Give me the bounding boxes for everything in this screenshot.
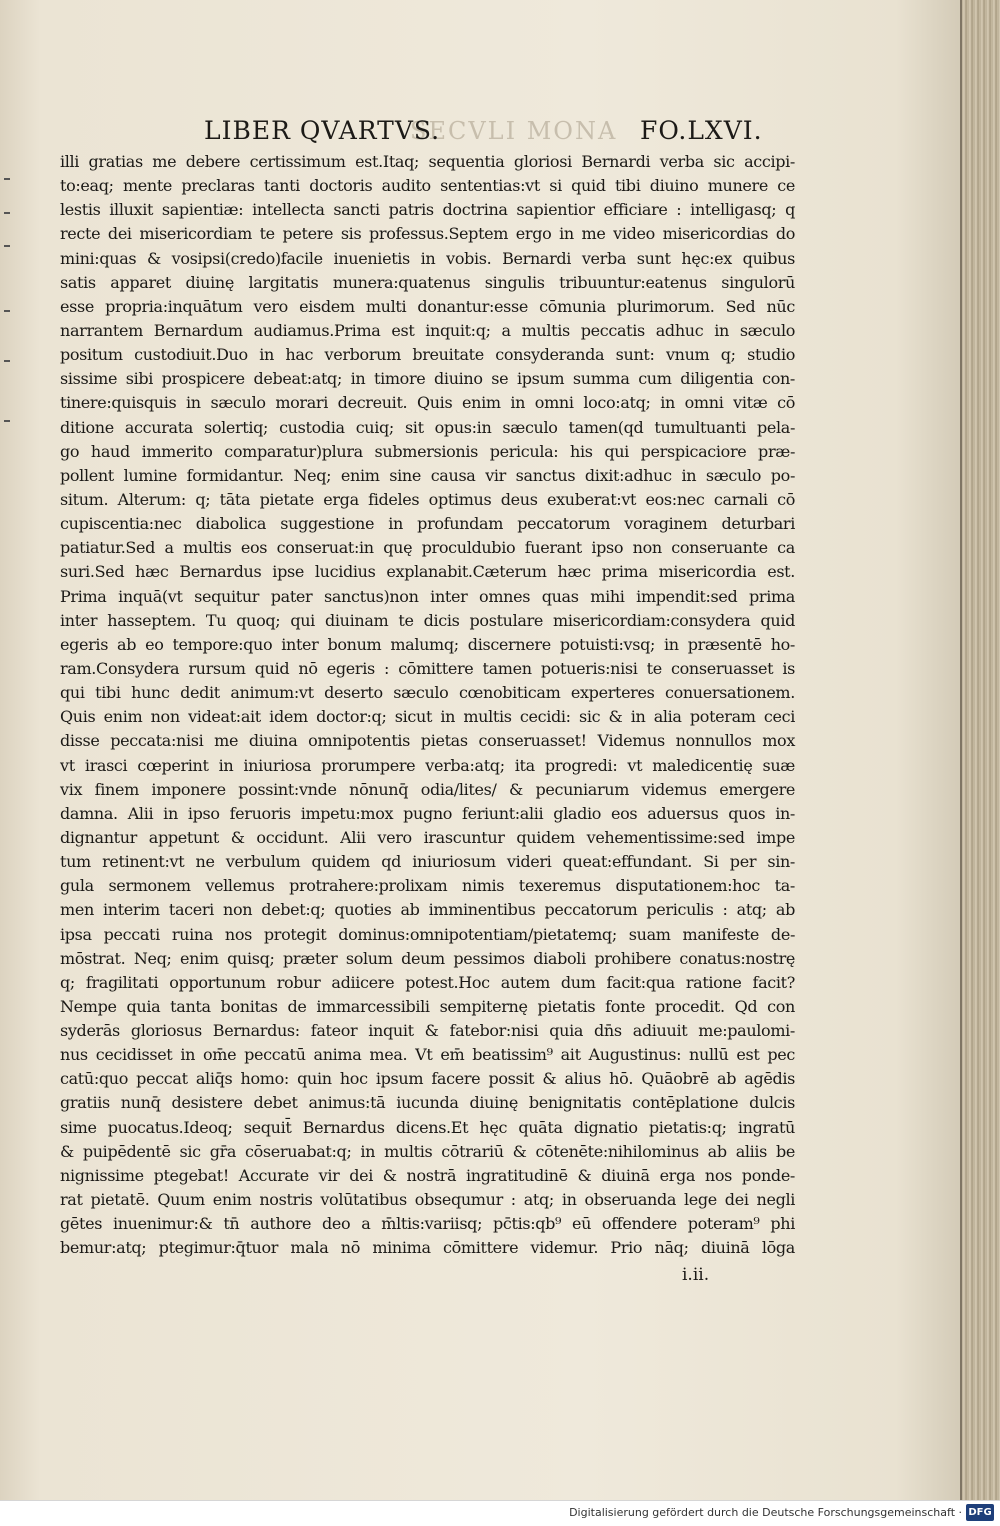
body-text [60,150,795,1260]
text-line: Nempe quia tanta bonitas de immarcessibili sempiternę pietatis fonte procedit. Qd con [60,996,795,1016]
text-line: egeris ab eo tempore:quo inter bonum malumq; discernere potuisti:vsq; in præsentē ho- [60,634,795,654]
text-line: tinere:quisquis in sæculo morari decreuit. Quis enim in omni loco:atq; in omni vitæ cō [60,393,795,413]
text-line: positum custodiuit.Duo in hac verborum breuitate consyderanda sunt: vnum q; studio [60,345,795,365]
dfg-logo: DFG [966,1504,994,1521]
text-line: mini:quas & vosipsi(credo)facile inuenietis in vobis. Bernardi verba sunt hęc:ex quibus [60,248,795,268]
text-line: & puipēdentē sic gr̄a cōseruabat:q; in multis cōtrariū & cōtenēte:nihilominus ab aliis be [60,1141,795,1161]
text-line: gētes inuenimur:& tn̄ authore deo a m̄ltis:variisq; pc̄tis:qb⁹ eū offendere poteram⁹ phi [60,1214,795,1234]
bleed-through-text: SECVLI MONA [410,117,618,145]
text-line: inter hasseptem. Tu quoq; qui diuinam te dicis postulare misericordiam:consydera quid [60,610,795,630]
text-line: vix finem imponere possint:vnde nōnunq̄ odia/lites/ & pecuniarum videmus emergere [60,779,795,799]
text-line: sime puocatus.Ideoq; sequit̄ Bernardus dicens.Et hęc quāta dignatio pietatis:q; ingratū [60,1117,795,1137]
text-line: cupiscentia:nec diabolica suggestione in profundam peccatorum voraginem deturbari [60,514,795,534]
text-line: dignantur appetunt & occidunt. Alii vero irascuntur quidem vehementissime:sed impe [60,827,795,847]
text-line: patiatur.Sed a multis eos conseruat:in quę proculdubio fuerant ipso non conseruante ca [60,538,795,558]
text-line: ipsa peccati ruina nos protegit dominus:omnipotentiam/pietatemq; suam manifeste de- [60,924,795,944]
text-line: ram.Consydera rursum quid nō egeris : cōmittere tamen potueris:nisi te conseruasset is [60,658,795,678]
text-line: men interim taceri non debet:q; quoties ab imminentibus peccatorum periculis : atq; ab [60,900,795,920]
text-line: ditione accurata solertiq; custodia cuiq; sit opus:in sæculo tamen(qd tumultuanti pela- [60,417,795,437]
text-line: rat pietatē. Quum enim nostris volūtatibus obsequmur : atq; in obseruanda lege dei negli [60,1190,795,1210]
text-line: sissime sibi prospicere debeat:atq; in timore diuino se ipsum summa cum diligentia con- [60,369,795,389]
text-line: catū:quo peccat aliq̄s homo: quin hoc ipsum facere possit & alius hō. Quāobrē ab agēdis [60,1069,795,1089]
text-line: Quis enim non videat:ait idem doctor:q; sicut in multis cecidi: sic & in alia poteram ceci [60,707,795,727]
text-line: nus cecidisset in om̄e peccatū anima mea. Vt em̄ beatissim⁹ ait Augustinus: nullū est pec [60,1045,795,1065]
text-line: lestis illuxit sapientiæ: intellecta sancti patris doctrina sapientior efficiare : intelligasq; q [60,200,795,220]
text-line: gratiis nunq̄ desistere debet animus:tā iucunda diuinę benignitatis contēplatione dulcis [60,1093,795,1113]
folio-number: FO.LXVI. [640,116,763,145]
text-line: satis apparet diuinę largitatis munera:quatenus singulis tribuuntur:eatenus singulorū [60,272,795,292]
text-line: Prima inquā(vt sequitur pater sanctus)non inter omnes quas mihi impendit:sed prima [60,586,795,606]
text-line: gula sermonem vellemus protrahere:prolixam nimis texeremus disputationem:hoc ta- [60,876,795,896]
text-line: qui tibi hunc dedit animum:vt deserto sæculo cœnobiticam experteres conuersationem. [60,683,795,703]
text-line: nignissime ptegebat! Accurate vir dei & nostrā ingratitudinē & diuinā erga nos ponde- [60,1165,795,1185]
text-line: syderās gloriosus Bernardus: fateor inquit & fatebor:nisi quia dn̄s adiuuit me:paulomi- [60,1021,795,1041]
text-line: pollent lumine formidantur. Neq; enim sine causa vir sanctus dixit:adhuc in sæculo po- [60,465,795,485]
signature-mark: i.ii. [682,1265,710,1285]
margin-marks [4,150,14,450]
text-line: mōstrat. Neq; enim quisq; præter solum deum pessimos diaboli prohibere conatus:nostrę [60,948,795,968]
text-line: damna. Alii in ipso feruoris impetu:mox pugno feriunt:alii gladio eos aduersus quos in- [60,803,795,823]
running-header [0,112,960,152]
running-title: LIBER QVARTVS. [204,116,441,145]
text-line: narrantem Bernardum audiamus.Prima est inquit:q; a multis peccatis adhuc in sæculo [60,320,795,340]
digitization-credit: Digitalisierung gefördert durch die Deutsche Forschungsgemeinschaft · [569,1506,962,1519]
text-line: tum retinent:vt ne verbulum quidem qd iniuriosum videri queat:effundant. Si per sin- [60,852,795,872]
page-fore-edge [960,0,1000,1500]
text-line: bemur:atq; ptegimur:q̄tuor mala nō minima cōmittere videmur. Prio nāq; diuinā lōga [60,1238,795,1258]
text-line: esse propria:inquātum vero eisdem multi donantur:esse cōmunia plurimorum. Sed nūc [60,296,795,316]
text-line: q; fragilitati opportunum robur adiicere potest.Hoc autem dum facit:qua ratione facit? [60,972,795,992]
text-line: situm. Alterum: q; tāta pietate erga fideles optimus deus exuberat:vt eos:nec carnali cō [60,489,795,509]
text-line: to:eaq; mente preclaras tanti doctoris audito sententias:vt si quid tibi diuino munere ce [60,176,795,196]
text-line: recte dei misericordiam te petere sis professus.Septem ergo in me video misericordias do [60,224,795,244]
text-line: vt irasci cœperint in iniuriosa prorumpere verba:atq; ita progredi: vt maledicentię suæ [60,755,795,775]
text-line: go haud immerito comparatur)plura submersionis pericula: his qui perspicaciore præ- [60,441,795,461]
text-line: illi gratias me debere certissimum est.Itaq; sequentia gloriosi Bernardi verba sic accipi- [60,152,795,171]
text-line: suri.Sed hæc Bernardus ipse lucidius explanabit.Cæterum hæc prima misericordia est. [60,562,795,582]
footer-bar [0,1500,1000,1526]
text-line: disse peccata:nisi me diuina omnipotentis pietas conseruasset! Videmus nonnullos mox [60,731,795,751]
